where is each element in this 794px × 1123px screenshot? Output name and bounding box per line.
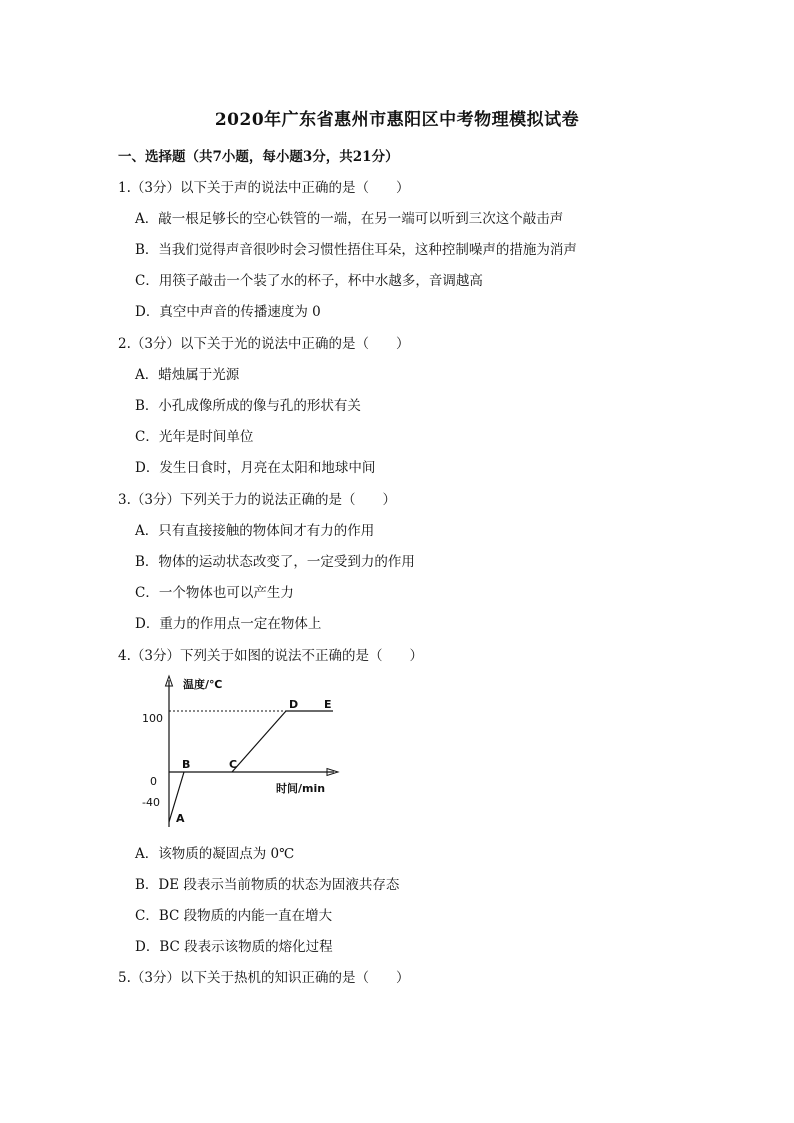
question-3-option-c: C．一个物体也可以产生力 (135, 585, 294, 601)
tick-0: 0 (150, 775, 157, 788)
point-d-label: D (289, 698, 299, 711)
section-heading: 一、选择题（共7小题，每小题3分，共21分） (118, 149, 399, 165)
question-3-stem: 3.（3分）下列关于力的说法正确的是（ ） (118, 492, 396, 508)
question-4-stem: 4.（3分）下列关于如图的说法不正确的是（ ） (118, 648, 423, 664)
tick-neg40: -40 (142, 796, 160, 809)
question-2-option-d: D．发生日食时，月亮在太阳和地球中间 (135, 460, 376, 476)
cd-segment (232, 711, 286, 772)
question-1-option-d: D．真空中声音的传播速度为 0 (135, 304, 321, 320)
question-3-option-a: A．只有直接接触的物体间才有力的作用 (135, 523, 375, 539)
page-title: 2020年广东省惠州市惠阳区中考物理模拟试卷 (214, 110, 580, 130)
question-1-option-c: C．用筷子敲击一个装了水的杯子，杯中水越多，音调越高 (135, 273, 483, 289)
question-3-option-b: B．物体的运动状态改变了，一定受到力的作用 (135, 554, 415, 570)
temperature-time-graph (138, 672, 348, 832)
temperature-time-figure (138, 672, 348, 832)
question-4-option-d: D．BC 段表示该物质的熔化过程 (135, 939, 333, 955)
question-4-option-a: A．该物质的凝固点为 0℃ (135, 846, 295, 862)
question-2-option-b: B．小孔成像所成的像与孔的形状有关 (135, 398, 361, 414)
point-c-label: C (229, 758, 238, 771)
question-4-option-b: B．DE 段表示当前物质的状态为固液共存态 (135, 877, 400, 893)
question-1-option-b: B．当我们觉得声音很吵时会习惯性捂住耳朵，这种控制噪声的措施为消声 (135, 242, 577, 258)
question-3-option-d: D．重力的作用点一定在物体上 (135, 616, 322, 632)
point-e-label: E (324, 698, 332, 711)
question-2-stem: 2.（3分）以下关于光的说法中正确的是（ ） (118, 336, 410, 352)
question-5-stem: 5.（3分）以下关于热机的知识正确的是（ ） (118, 970, 410, 986)
question-2-option-a: A．蜡烛属于光源 (135, 367, 240, 383)
question-1-stem: 1.（3分）以下关于声的说法中正确的是（ ） (118, 180, 410, 196)
question-2-option-c: C．光年是时间单位 (135, 429, 254, 445)
point-b-label: B (182, 758, 191, 771)
point-a-label: A (176, 812, 185, 825)
tick-100: 100 (142, 712, 163, 725)
x-axis-label: 时间/min (276, 782, 326, 795)
y-axis-label: 温度/℃ (183, 678, 223, 691)
question-4-option-c: C．BC 段物质的内能一直在增大 (135, 908, 333, 924)
question-1-option-a: A．敲一根足够长的空心铁管的一端，在另一端可以听到三次这个敲击声 (135, 211, 564, 227)
